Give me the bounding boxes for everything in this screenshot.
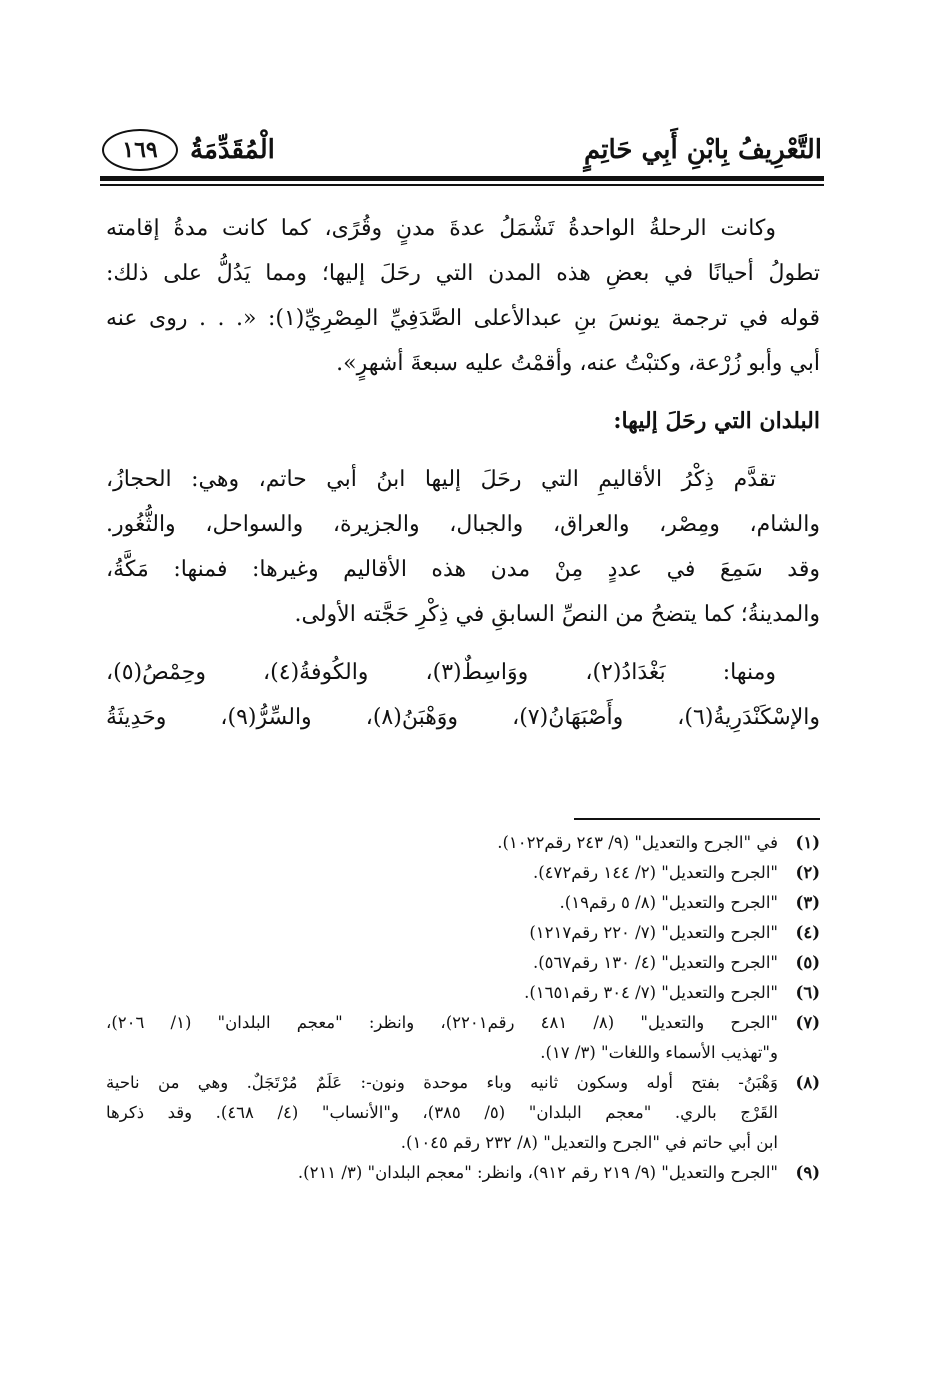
footnote-text: "الجرح والتعديل" (٤/ ١٣٠ رقم٥٦٧). xyxy=(532,953,778,972)
footnote xyxy=(106,1068,820,1158)
paragraph-gap xyxy=(106,637,820,650)
paragraph-line: وكانت الرحلةُ الواحدةُ تَشْمَلُ عدةَ مدنٍ وقُرًى، كما كانت مدةُ إقامته xyxy=(106,216,776,241)
paragraph-line: تقدَّم ذِكْرُ الأقاليمِ التي رحَلَ إليها ابنُ أبي حاتم، وهي: الحجازُ، xyxy=(106,467,776,492)
footnote-line: وَهْبَنُ- بفتح أوله وسكون ثانيه وباء موحدة ونون-: عَلَمٌ مُرْتَجَلٌ. وهي من ناحية xyxy=(106,1073,778,1092)
footnote-text: في "الجرح والتعديل" (٩/ ٢٤٣ رقم١٠٢٢). xyxy=(497,833,778,852)
footnote xyxy=(106,978,820,1008)
footnote-line: "الجرح والتعديل" (٨/ ٤٨١ رقم٢٢٠١)، وانظر: "معجم البلدان" (١/ ٢٠٦)، xyxy=(106,1013,778,1032)
footnote-number: (٣) xyxy=(795,893,820,912)
header-left-group xyxy=(102,129,275,171)
footnote xyxy=(106,828,820,858)
page-number: ١٦٩ xyxy=(102,129,178,171)
paragraph-line: والمدينةُ؛ كما يتضحُ من النصِّ السابقِ في ذِكْرِ حَجَّته الأولى. xyxy=(294,602,820,627)
running-header xyxy=(102,124,822,176)
footnotes xyxy=(106,828,820,1188)
footnote-separator xyxy=(574,818,820,820)
footnote-line: القَرْج بالري. "معجم البلدان" (٥/ ٣٨٥)، و"الأنساب" (٤/ ٤٦٨). وقد ذكرها xyxy=(106,1103,778,1122)
footnote xyxy=(106,888,820,918)
footnote xyxy=(106,1158,820,1188)
book-title: التَّعْرِيفُ بِابْنِ أَبِي حَاتِمٍ xyxy=(583,135,822,165)
footnote-text: "الجرح والتعديل" (٢/ ١٤٤ رقم٤٧٢). xyxy=(532,863,778,882)
footnote-text: "الجرح والتعديل" (٧/ ٣٠٤ رقم١٦٥١). xyxy=(524,983,778,1002)
section-title: الْمُقَدِّمَةُ xyxy=(190,135,275,165)
footnote-number: (٨) xyxy=(795,1073,820,1092)
footnote-text: "الجرح والتعديل" (٩/ ٢١٩ رقم ٩١٢)، وانظر: "معجم البلدان" (٣/ ٢١١). xyxy=(297,1163,778,1182)
paragraph-line: وقد سَمِعَ في عددٍ مِنْ مدن هذه الأقاليم وغيرها: فمنها: مَكَّةُ، xyxy=(106,557,820,582)
footnote-line: ابن أبي حاتم في "الجرح والتعديل" (٨/ ٢٣٢ رقم ١٠٤٥). xyxy=(400,1133,778,1152)
footnote-number: (٩) xyxy=(795,1163,820,1182)
main-text xyxy=(106,206,820,740)
footnote-number: (١) xyxy=(795,833,820,852)
paragraph-gap xyxy=(106,386,820,399)
footnote-number: (٦) xyxy=(795,983,820,1002)
footnote-line: و"تهذيب الأسماء واللغات" (٣/ ١٧). xyxy=(540,1043,778,1062)
footnote-number: (٤) xyxy=(795,923,820,942)
footnote-text: "الجرح والتعديل" (٧/ ٢٢٠ رقم١٢١٧) xyxy=(529,923,778,942)
paragraph-gap xyxy=(106,444,820,457)
paragraph-line: أبي وأبو زُرْعة، وكتبْتُ عنه، وأقمْتُ عليه سبعةَ أشهرٍ». xyxy=(336,351,820,376)
footnote-number: (٢) xyxy=(795,863,820,882)
footnote-number: (٧) xyxy=(795,1013,820,1032)
footnote xyxy=(106,858,820,888)
footnote xyxy=(106,1008,820,1068)
header-rule-thick xyxy=(100,176,824,181)
footnote-text xyxy=(106,1008,778,1068)
paragraph-line: والإسْكَنْدَرِيةُ(٦)، وأَصْبَهَانُ(٧)، ووَهْبَنُ(٨)، والسِّرُّ(٩)، وحَدِيثَةُ xyxy=(106,705,820,730)
footnote xyxy=(106,948,820,978)
footnote-text: "الجرح والتعديل" (٨/ ٥ رقم١٩). xyxy=(559,893,778,912)
footnote-text xyxy=(106,1068,778,1158)
footnote xyxy=(106,918,820,948)
subheading: البلدان التي رحَلَ إليها: xyxy=(613,408,820,434)
header-rule-thin xyxy=(100,184,824,186)
footnote-number: (٥) xyxy=(795,953,820,972)
paragraph-line: تطولُ أحيانًا في بعضِ هذه المدن التي رحَلَ إليها؛ ومما يَدُلُّ على ذلك: xyxy=(106,261,820,286)
paragraph-line: ومنها: بَغْدَادُ(٢)، ووَاسِطٌ(٣)، والكُوفةُ(٤)، وحِمْصُ(٥)، xyxy=(106,660,777,685)
paragraph-line: والشام، ومِصْر، والعراق، والجبال، والجزيرة، والسواحل، والثُّغُور. xyxy=(106,512,820,537)
paragraph-line: قوله في ترجمة يونسَ بنِ عبدالأعلى الصَّدَفِيِّ المِصْرِيِّ(١): «. . . روى عنه xyxy=(106,306,820,331)
